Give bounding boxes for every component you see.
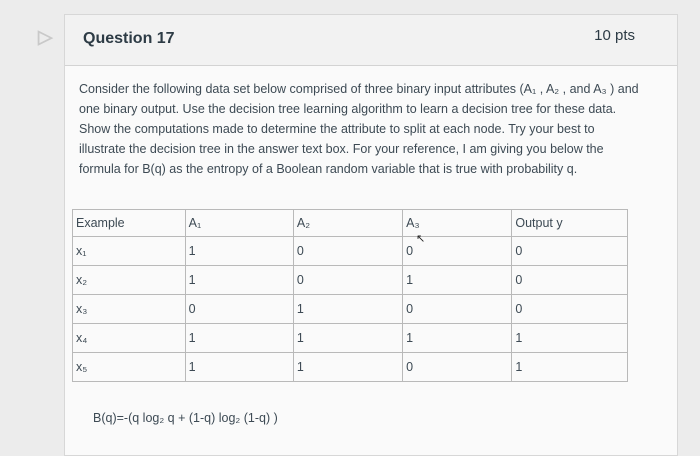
table-cell: x₂ <box>73 266 186 295</box>
table-cell: 1 <box>403 324 512 353</box>
table-row <box>73 237 628 266</box>
table-cell: 1 <box>185 237 293 266</box>
question-header <box>65 15 677 66</box>
table-header-row <box>73 210 628 237</box>
question-body: Consider the following data set below comprised of three binary input attributes (A₁ , A₂ , and A₃ ) and one binary output. Use the decision tree learning algorithm to learn a decision tree for these data. Show the computations made to determine the attribute to split at each node. Try your best to illustrate the decision tree in the answer text box. For your reference, I am giving you below the formula for B(q) as the entropy of a Boolean random variable that is true with probability q. <box>79 82 639 176</box>
table-cell: 1 <box>293 324 402 353</box>
table-cell: 0 <box>512 237 628 266</box>
dataset-table <box>72 209 628 382</box>
table-cell: 1 <box>185 266 293 295</box>
table-cell: 0 <box>403 237 512 266</box>
table-cell: 1 <box>293 295 402 324</box>
table-cell: 1 <box>512 353 628 382</box>
table-header-cell: Output y <box>512 210 628 237</box>
table-cell: 0 <box>293 266 402 295</box>
table-header-cell: A₂ <box>293 210 402 237</box>
mouse-cursor-icon: ↖ <box>416 233 426 245</box>
table-cell: 0 <box>403 353 512 382</box>
table-cell: x₄ <box>73 324 186 353</box>
table-cell: x₁ <box>73 237 186 266</box>
question-title: Question 17 <box>83 30 175 47</box>
question-points: 10 pts <box>594 27 635 44</box>
table-cell: 0 <box>512 295 628 324</box>
table-cell: x₅ <box>73 353 186 382</box>
table-header-cell: A₁ <box>185 210 293 237</box>
table-row <box>73 324 628 353</box>
table-cell: 0 <box>293 237 402 266</box>
table-row <box>73 266 628 295</box>
table-cell: 1 <box>185 353 293 382</box>
table-cell: 0 <box>512 266 628 295</box>
table-cell: 1 <box>403 266 512 295</box>
flag-question-icon[interactable]: ▷ <box>38 27 53 48</box>
table-row <box>73 353 628 382</box>
entropy-formula: B(q)=-(q log₂ q + (1-q) log₂ (1-q) ) <box>93 411 278 425</box>
table-cell: 1 <box>293 353 402 382</box>
question-card <box>64 14 678 456</box>
table-header-cell: A₃ <box>403 210 512 237</box>
table-cell: x₃ <box>73 295 186 324</box>
table-row <box>73 295 628 324</box>
table-cell: 0 <box>403 295 512 324</box>
table-header-cell: Example <box>73 210 186 237</box>
table-cell: 1 <box>512 324 628 353</box>
table-cell: 1 <box>185 324 293 353</box>
table-cell: 0 <box>185 295 293 324</box>
